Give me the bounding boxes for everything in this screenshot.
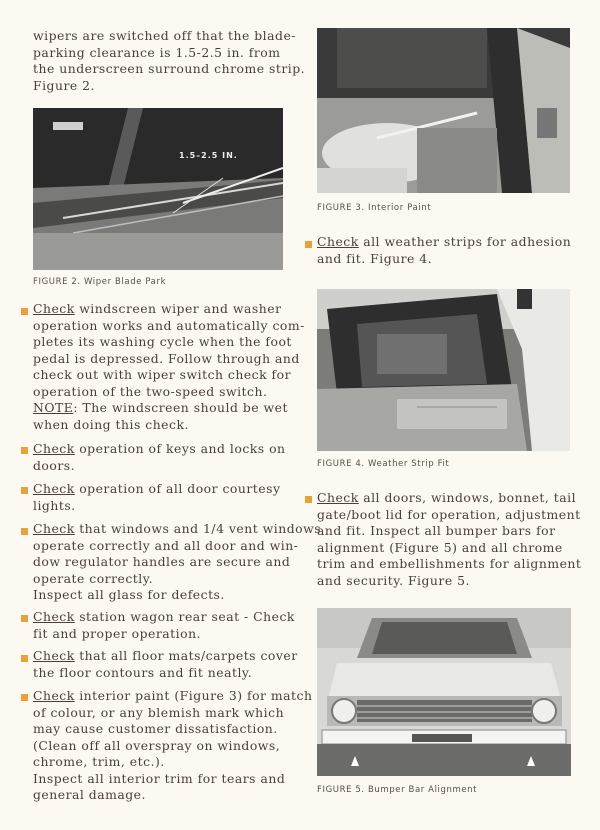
text-line xyxy=(33,481,287,498)
bullet-icon xyxy=(21,528,28,535)
text-line: Figure 2. xyxy=(33,77,95,93)
figure-2-caption: FIGURE 2. Wiper Blade Park xyxy=(33,277,167,287)
text-segment: all doors, windows, bonnet, tail xyxy=(358,490,577,505)
text-line xyxy=(33,521,322,538)
text-line: when doing this check. xyxy=(33,416,189,432)
bullet-icon xyxy=(305,241,312,248)
bullet-icon xyxy=(21,694,28,701)
text-line: lights. xyxy=(33,497,76,513)
text-line: trim and embellishments for alignment xyxy=(317,556,582,571)
clearance-label: 1.5–2.5 IN. xyxy=(179,151,238,160)
text-line: the underscreen surround chrome strip. xyxy=(33,61,306,76)
text-line: pletes its washing cycle when the foot xyxy=(33,334,292,349)
check-keyword: Check xyxy=(33,609,75,624)
text-segment: that windows and 1/4 vent windows xyxy=(74,521,322,536)
figure-4-caption: FIGURE 4. Weather Strip Fit xyxy=(317,459,450,469)
text-segment: operation of all door courtesy xyxy=(74,481,281,496)
note-keyword: NOTE xyxy=(33,400,74,415)
check-keyword: Check xyxy=(33,301,75,316)
bullet-icon xyxy=(21,447,28,454)
check-item-doors xyxy=(317,490,582,589)
text-line: doors. xyxy=(33,457,76,473)
check-item-wiper xyxy=(33,301,305,433)
text-line: operate correctly. xyxy=(33,570,154,586)
text-line: alignment (Figure 5) and all chrome xyxy=(317,539,563,555)
check-item-locks xyxy=(33,441,287,474)
text-line: fit and proper operation. xyxy=(33,625,202,641)
bullet-icon xyxy=(305,496,312,503)
text-line xyxy=(33,688,313,705)
figure-2-photo xyxy=(33,108,283,270)
check-item-rear-seat xyxy=(33,609,295,642)
text-segment: station wagon rear seat - Check xyxy=(74,609,295,624)
check-keyword: Check xyxy=(33,688,75,703)
text-line: operation works and automatically com- xyxy=(33,317,305,333)
text-line: Inspect all interior trim for tears and xyxy=(33,770,286,786)
text-line: gate/boot lid for operation, adjustment xyxy=(317,506,581,522)
bullet-icon xyxy=(21,308,28,315)
text-segment: : The windscreen should be wet xyxy=(73,400,288,415)
check-keyword: Check xyxy=(33,481,75,496)
text-line: may cause customer dissatisfaction. xyxy=(33,721,278,736)
check-item-courtesy-lights xyxy=(33,481,287,514)
text-segment: interior paint (Figure 3) for match xyxy=(74,688,313,703)
text-segment: that all floor mats/carpets cover xyxy=(74,648,298,663)
text-line: and security. Figure 5. xyxy=(317,572,470,588)
text-segment: all weather strips for adhesion xyxy=(358,234,572,249)
text-line: operation of the two-speed switch. xyxy=(33,383,268,399)
check-item-interior-paint xyxy=(33,688,313,804)
bullet-icon xyxy=(21,615,28,622)
text-line: wipers are switched off that the blade- xyxy=(33,28,296,43)
figure-3-photo xyxy=(317,28,570,193)
text-line xyxy=(33,609,295,626)
text-line: check out with wiper switch check for xyxy=(33,367,292,382)
text-line xyxy=(33,400,287,417)
text-line: of colour, or any blemish mark which xyxy=(33,704,285,720)
text-line xyxy=(33,441,287,458)
check-keyword: Check xyxy=(33,521,75,536)
check-item-windows xyxy=(33,521,322,604)
text-line: general damage. xyxy=(33,787,146,802)
check-item-weather-strips xyxy=(317,234,573,267)
text-line: operate correctly and all door and win- xyxy=(33,537,299,553)
text-line: and fit. Inspect all bumper bars for xyxy=(317,523,556,538)
text-line xyxy=(317,234,573,251)
text-line: chrome, trim, etc.). xyxy=(33,754,165,769)
text-line: dow regulator handles are secure and xyxy=(33,554,291,569)
check-keyword: Check xyxy=(317,490,359,505)
text-line: (Clean off all overspray on windows, xyxy=(33,737,281,753)
text-line xyxy=(33,301,287,318)
bullet-icon xyxy=(21,487,28,494)
text-line xyxy=(33,648,298,665)
text-line: pedal is depressed. Follow through and xyxy=(33,350,300,366)
intro-paragraph xyxy=(33,28,306,94)
check-keyword: Check xyxy=(33,648,75,663)
text-segment: windscreen wiper and washer xyxy=(74,301,282,316)
text-line: and fit. Figure 4. xyxy=(317,250,433,266)
check-keyword: Check xyxy=(33,441,75,456)
figure-4-photo xyxy=(317,289,570,451)
figure-3-caption: FIGURE 3. Interior Paint xyxy=(317,203,432,213)
figure-5-photo xyxy=(317,608,571,776)
bullet-icon xyxy=(21,655,28,662)
text-line: the floor contours and fit neatly. xyxy=(33,664,253,680)
text-line xyxy=(317,490,577,507)
text-line: parking clearance is 1.5-2.5 in. from xyxy=(33,44,281,60)
text-line: Inspect all glass for defects. xyxy=(33,587,225,602)
figure-5-caption: FIGURE 5. Bumper Bar Alignment xyxy=(317,785,478,795)
check-item-floor-mats xyxy=(33,648,298,681)
text-segment: operation of keys and locks on xyxy=(74,441,286,456)
check-keyword: Check xyxy=(317,234,359,249)
